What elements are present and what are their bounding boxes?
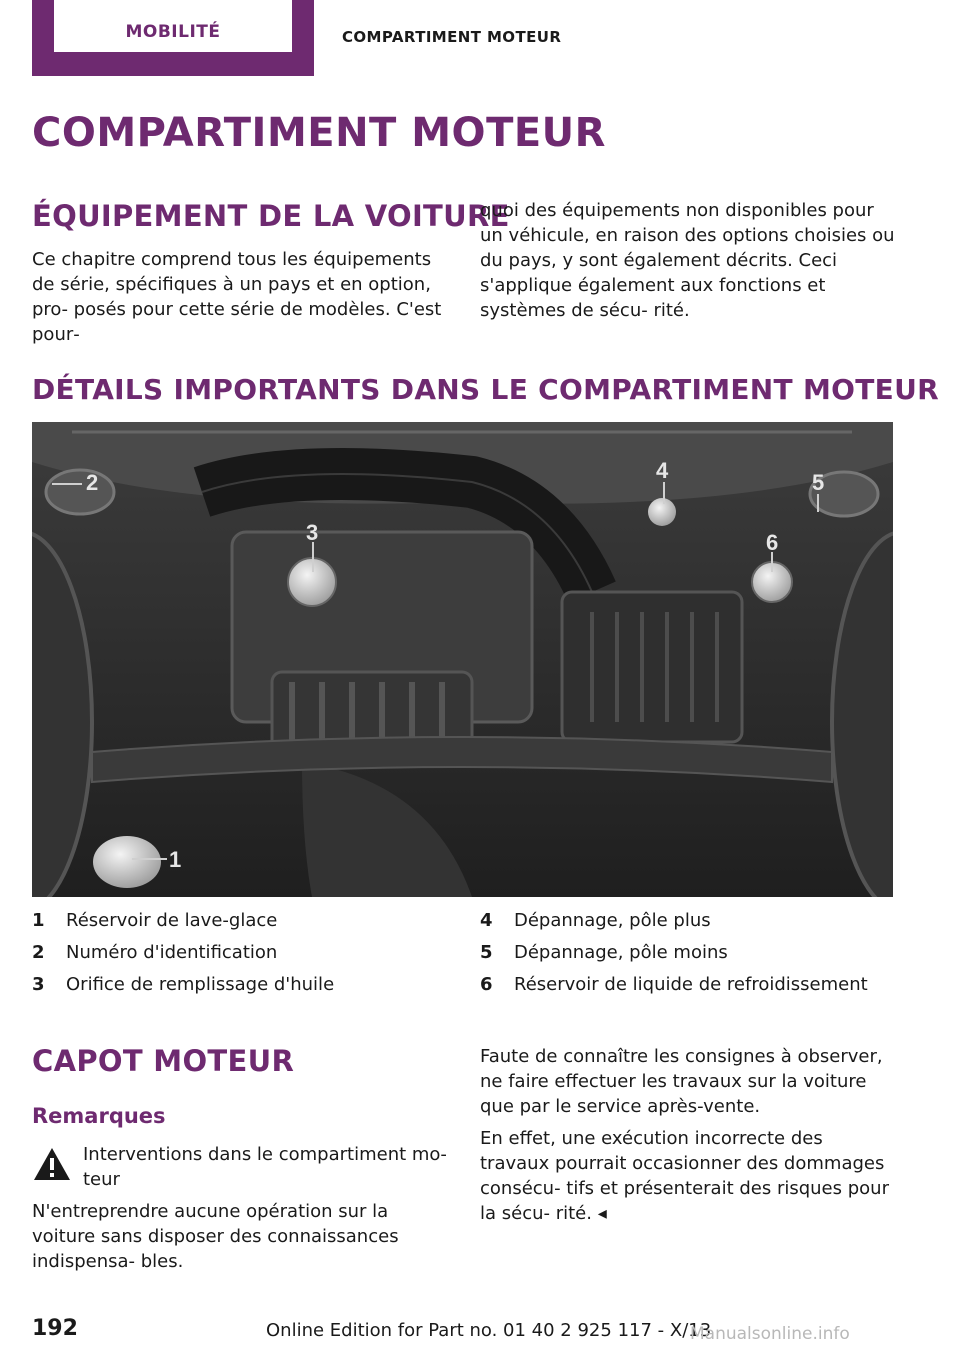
callout-4: 4 <box>656 458 669 483</box>
tab-label: MOBILITÉ <box>125 22 221 42</box>
warning-title: Interventions dans le compartiment mo‐ teur <box>83 1144 447 1190</box>
section3-text-right-1: Faute de connaître les consignes à observer, ne faire effectuer les travaux sur la voiture que par le service après-vente. <box>480 1046 883 1117</box>
header-tab-mobilite[interactable] <box>32 0 314 76</box>
section1-text-left: Ce chapitre comprend tous les équipements de série, spécifiques à un pays et en option, pro‐ posés pour cette série de modèles. C'est pour‐ <box>32 249 442 345</box>
watermark: Manualsonline.info <box>690 1324 850 1344</box>
section-title-details: DÉTAILS IMPORTANTS DANS LE COMPARTIMENT MOTEUR <box>32 373 939 406</box>
legend-right <box>480 905 868 1001</box>
legend-item: 6 Réservoir de liquide de refroidissement <box>480 974 868 995</box>
page-number: 192 <box>32 1316 78 1341</box>
section3-text-right-2: En effet, une exécution incorrecte des travaux pourrait occasionner des dommages consécu‐ tifs et présenterait des risques pour la sécu‐ rité. ◂ <box>480 1128 889 1224</box>
section-title-capot: CAPOT MOTEUR <box>32 1044 295 1078</box>
callout-2: 2 <box>86 470 99 495</box>
section3-text-left: N'entreprendre aucune opération sur la voiture sans disposer des connaissances indispensa‐ bles. <box>32 1201 399 1272</box>
engine-drawing <box>32 422 893 897</box>
section1-text-right: quoi des équipements non disponibles pour un véhicule, en raison des options choisies ou du pays, y sont également décrits. Ceci s'applique également aux fonctions et systèmes de sécu‐ rité. <box>480 200 895 321</box>
legend-left <box>32 905 334 1001</box>
legend-item: 3 Orifice de remplissage d'huile <box>32 974 335 995</box>
callout-1: 1 <box>169 847 182 872</box>
callout-6: 6 <box>766 530 779 555</box>
engine-compartment-illustration <box>32 422 893 897</box>
section-title-equipement: ÉQUIPEMENT DE LA VOITURE <box>32 199 510 233</box>
edition-text: Online Edition for Part no. 01 40 2 925 117 - X/13 <box>266 1320 712 1341</box>
warning-icon <box>32 1146 72 1182</box>
callout-5: 5 <box>812 470 825 495</box>
legend-item: 5 Dépannage, pôle moins <box>480 942 728 963</box>
subtitle-remarques: Remarques <box>32 1104 166 1128</box>
page-title: COMPARTIMENT MOTEUR <box>32 110 606 156</box>
legend-item: 4 Dépannage, pôle plus <box>480 910 711 931</box>
breadcrumb: COMPARTIMENT MOTEUR <box>342 28 562 46</box>
legend-item: 2 Numéro d'identification <box>32 942 278 963</box>
callout-3: 3 <box>306 520 319 545</box>
legend-item: 1 Réservoir de lave-glace <box>32 910 278 931</box>
